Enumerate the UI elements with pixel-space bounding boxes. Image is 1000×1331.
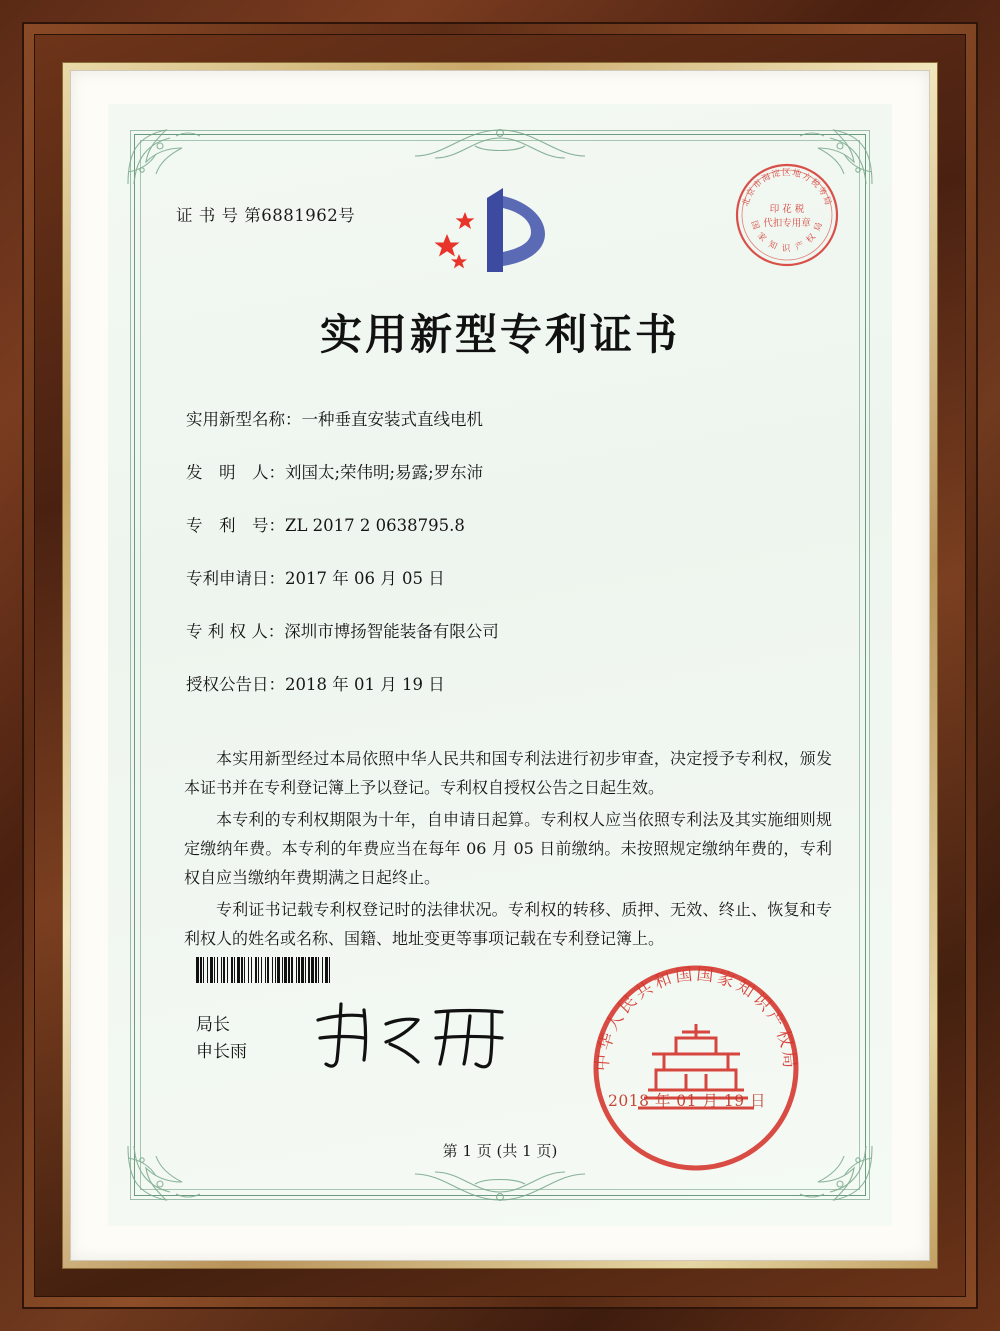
field-label: 实用新型名称：	[186, 410, 302, 429]
svg-text:北京市海淀区地方税务局: 北京市海淀区地方税务局	[740, 168, 834, 208]
body-paragraph-2: 本专利的专利权期限为十年，自申请日起算。专利权人应当依照专利法及其实施细则规定缴纳年费。本专利的年费应当在每年 06 月 05 日前缴纳。未按照规定缴纳年费的，专利权自应当缴纳年费期满之日起终止。	[184, 810, 832, 887]
body-paragraph-1: 本实用新型经过本局依照中华人民共和国专利法进行初步审查，决定授予专利权，颁发本证书并在专利登记簿上予以登记。专利权自授权公告之日起生效。	[184, 749, 832, 797]
field-value: ZL 2017 2 0638795.8	[285, 516, 465, 535]
svg-text:中华人民共和国国家知识产权局: 中华人民共和国国家知识产权局	[592, 964, 800, 1072]
corner-flourish-icon	[126, 126, 204, 186]
body-paragraph-3: 专利证书记载专利权登记时的法律状况。专利权的转移、质押、无效、终止、恢复和专利权人的姓名或名称、国籍、地址变更等事项记载在专利登记簿上。	[184, 900, 832, 948]
field-value: 2018 年 01 月 19 日	[285, 675, 445, 694]
certificate-number-value: 第6881962号	[244, 206, 356, 225]
signature-role: 局长	[196, 1015, 230, 1035]
field-label: 发 明 人：	[186, 463, 285, 482]
field-value: 刘国太;荣伟明;易露;罗东沛	[285, 463, 484, 482]
top-center-flourish-icon	[405, 122, 595, 166]
field-value: 2017 年 06 月 05 日	[285, 569, 445, 588]
field-application-date	[186, 565, 826, 589]
certificate-fields	[186, 406, 826, 724]
field-patent-number	[186, 512, 826, 536]
field-value: 深圳市博扬智能装备有限公司	[284, 622, 499, 641]
signature-block	[196, 1012, 247, 1066]
field-label: 授权公告日：	[186, 675, 285, 694]
certificate-number	[176, 202, 355, 226]
seal-date: 2018 年 01 月 19 日	[608, 1092, 767, 1110]
signature-name: 申长雨	[196, 1042, 247, 1062]
svg-text:国 家 知 识 产 权 局: 国 家 知 识 产 权 局	[748, 219, 826, 254]
field-inventors	[186, 459, 826, 483]
field-grant-announcement-date	[186, 671, 826, 695]
svg-text:代扣专用章: 代扣专用章	[763, 218, 811, 229]
barcode	[196, 957, 414, 983]
field-value: 一种垂直安装式直线电机	[301, 410, 483, 429]
cnipa-logo-icon	[425, 182, 575, 278]
svg-text:印 花 税: 印 花 税	[769, 204, 805, 215]
certificate-body	[184, 744, 832, 956]
handwritten-signature-icon	[306, 994, 536, 1074]
certificate-number-label: 证 书 号	[176, 206, 239, 225]
bottom-center-flourish-icon	[405, 1164, 595, 1208]
page-title: 实用新型专利证书	[319, 310, 680, 359]
field-label: 专 利 权 人：	[186, 622, 285, 641]
field-patentee	[186, 618, 826, 642]
field-utility-model-name	[186, 406, 826, 430]
certificate-paper	[108, 104, 892, 1226]
field-label: 专 利 号：	[186, 516, 285, 535]
page-footer: 第 1 页 (共 1 页)	[442, 1142, 558, 1160]
field-label: 专利申请日：	[186, 569, 285, 588]
tax-stamp-seal	[734, 162, 840, 268]
